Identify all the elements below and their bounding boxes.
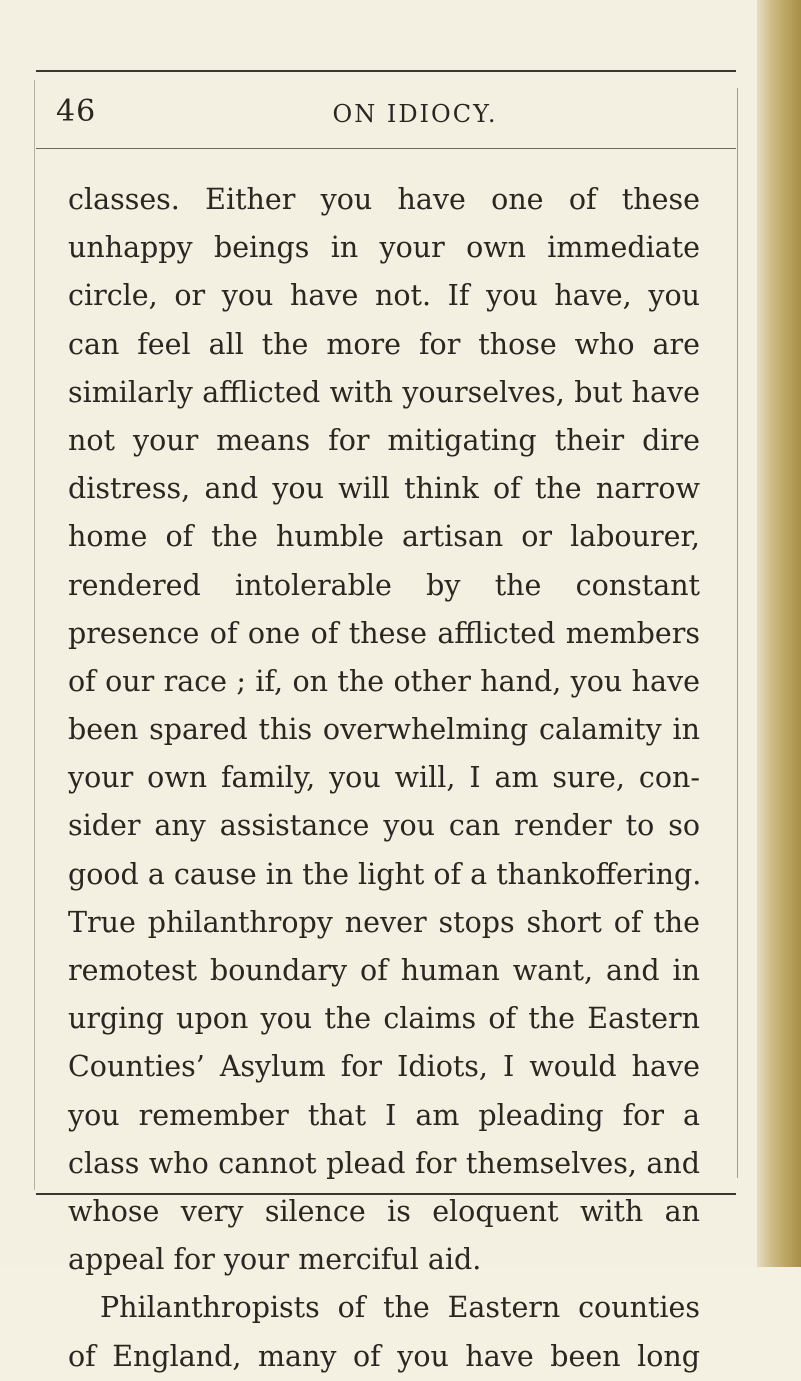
text-line: remotest boundary of human want, and in <box>68 954 700 987</box>
text-line: of our race ; if, on the other hand, you have <box>68 664 700 698</box>
text-line: can feel all the more for those who are <box>68 327 700 361</box>
text-line: distress, and you will think of the narrow <box>68 472 700 506</box>
text-line: whose very silence is eloquent with an <box>68 1194 700 1228</box>
text-line: not your means for mitigating their dire <box>68 423 700 457</box>
header-rule <box>36 148 736 149</box>
right-margin-line <box>737 88 738 1178</box>
running-title: ON IDIOCY. <box>332 100 498 128</box>
text-line: classes. Either you have one of these <box>68 183 700 216</box>
text-line: of England, many of you have been long <box>68 1339 700 1373</box>
text-line: Philanthropists of the Eastern counties <box>100 1291 700 1325</box>
text-line: sider any assistance you can render to so <box>68 809 700 843</box>
text-line: presence of one of these afflicted members <box>68 616 700 650</box>
text-line: class who cannot plead for themselves, and <box>68 1146 700 1180</box>
text-line: circle, or you have not. If you have, you <box>68 279 700 313</box>
text-line: appeal for your merciful aid. <box>68 1243 482 1277</box>
text-line: you remember that I am pleading for a <box>68 1098 700 1132</box>
text-line: Counties’ Asylum for Idiots, I would have <box>68 1050 700 1084</box>
text-line: rendered intolerable by the constant <box>68 568 700 602</box>
text-line: good a cause in the light of a thankoffering. <box>68 857 702 891</box>
left-margin-line <box>34 80 35 1190</box>
running-head <box>40 92 730 138</box>
page-edge <box>757 0 801 1267</box>
text-line: unhappy beings in your own immediate <box>68 231 700 265</box>
text-line: True philanthropy never stops short of the <box>68 905 700 939</box>
text-line: home of the humble artisan or labourer, <box>68 520 700 554</box>
page-number: 46 <box>56 94 97 129</box>
body-text <box>68 176 700 1381</box>
text-line: urging upon you the claims of the Eastern <box>68 1002 700 1036</box>
text-line: been spared this overwhelming calamity in <box>68 713 700 747</box>
text-line: your own family, you will, I am sure, con- <box>68 761 700 795</box>
top-rule <box>36 70 736 72</box>
text-line: similarly afflicted with yourselves, but have <box>68 375 700 409</box>
